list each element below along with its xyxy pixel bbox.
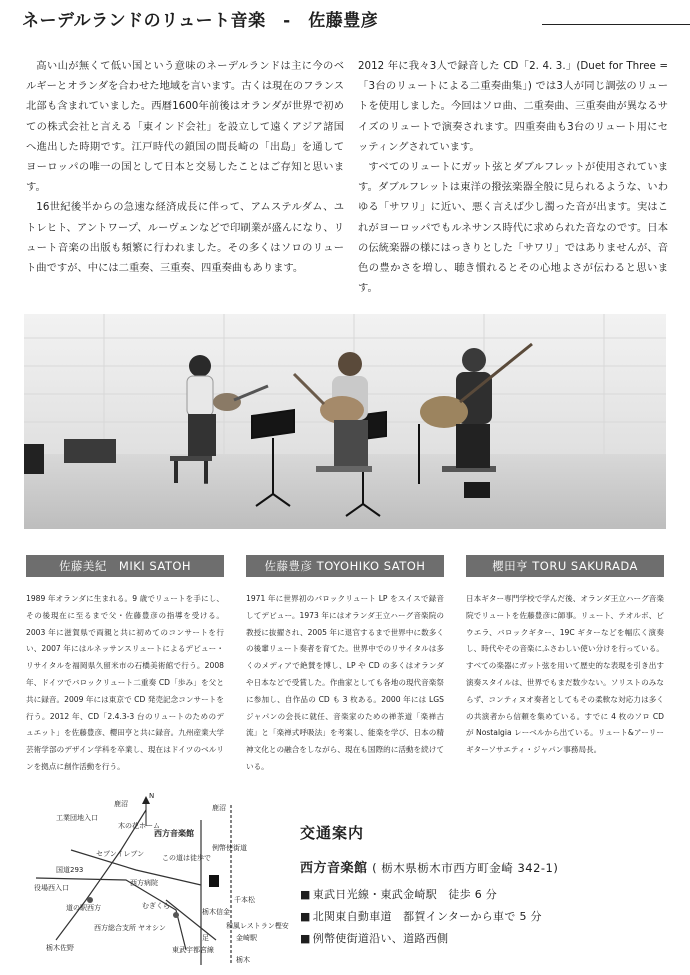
- bio-name-tag: 櫻田亨 TORU SAKURADA: [466, 555, 664, 577]
- map-label: 金崎駅: [236, 934, 257, 942]
- bio-toru: [466, 555, 664, 759]
- north-arrow-icon: [142, 792, 154, 826]
- bio-text: 日本ギター専門学校で学んだ後、オランダ王立ハーグ音楽院でリュートを佐藤豊彦に師事。リュート、テオルボ、ビウエラ、バロックギター、19C ギターなどを幅広く演奏し、時代やその音楽にふさわしい使い分けを行っている。すべての楽器にガット弦を用いて歴史的な表現を引き出す演奏スタイルは、世界でもまだ数少ない。ソリストのみならず、コンティヌオ奏者としてもその柔軟な対応力は多くの共演者から信頼を集めている。すでに 4 枚のソロ CD が Nostalgia レーベルから出ている。リュート&アーリーギターソサエティ・ジャパン事務局長。: [466, 594, 664, 755]
- page-title: ネーデルランドのリュート音楽 - 佐藤豊彦: [22, 11, 379, 31]
- map-label: 西方病院: [130, 879, 158, 887]
- access-list: [300, 884, 680, 950]
- map-label: 和風レストラン樫安: [226, 922, 289, 930]
- map-label: 鹿沼: [114, 800, 128, 808]
- access-map: [26, 790, 289, 970]
- three-lutenists-photo-icon: [24, 314, 666, 529]
- venue-address: ( 栃木県栃木市西方町金崎 342-1): [372, 861, 559, 875]
- map-label: 足: [202, 934, 209, 942]
- bio-text: 1971 年に世界初のバロックリュート LP をスイスで録音してデビュー。1973 年にはオランダ王立ハーグ音楽院の教授に抜擢され、2005 年に退官するまで世界中に数多くの後輩リュート奏者を育てた。世界中でのリサイタルは多くのメディアで絶賛を博し、LP や CD の多くはオランダや日本などで受賞した。作曲家としても各地の現代音楽祭に参加し、自作品の CD も 3 枚ある。2000 年には LGS ジャパンの会長に就任、音楽家のための禅茶道「楽禅古流」と「楽禅式呼吸法」を考案し、能楽を学び、日本の精神文化との融合をしながら、現在も国際的に活動を続けている。: [246, 594, 444, 771]
- header-rule: [542, 24, 690, 25]
- map-label: むぎくら: [142, 902, 170, 910]
- access-info: [300, 822, 680, 950]
- map-label: 栃木佐野: [46, 944, 74, 952]
- svg-text:N: N: [149, 792, 155, 800]
- performance-photo: [24, 314, 666, 529]
- intro-left-column: [26, 56, 344, 278]
- intro-paragraph-3: 2012 年に我々3人で録音した CD「2. 4. 3.」(Duet for Three =「3台のリュートによる二重奏曲集」) では3人が同じ調弦のリュートを使用しました。今回はソロ曲、二重奏曲、三重奏曲が異なるサイズのリュートで演奏されます。四重奏曲も3台のリュート用にセッティングされています。: [358, 60, 668, 153]
- intro-paragraph-4: すべてのリュートにガット弦とダブルフレットが使用されています。ダブルフレットは東洋の撥弦楽器全般に見られるような、いわゆる「サワリ」に近い、悪く言えば少し濁った音が出ます。実はこれがヨーロッパでもルネサンス時代に求められた音なのです。日本の伝統楽器の様にはっきりとした「サワリ」ではありませんが、音色の豊かさを増し、聴き慣れるとその心地よさが伝わると思います。: [358, 161, 668, 295]
- hall-marker: [209, 875, 219, 887]
- intro-paragraph-1: 高い山が無くて低い国という意味のネーデルランドは主に今のベルギーとオランダを合わせた地域を言います。古くは現在のフランス北部も含まれていました。西暦1600年前後はオランダが世界で初めての株式会社と言える「東インド会社」を設立して遠くアジア諸国へ進出した時期です。江戸時代の鎖国の間長崎の「出島」を通してヨーロッパの唯一の国として日本と交易したことはご存知と思います。: [26, 60, 344, 194]
- bio-name-tag: 佐藤美紀 MIKI SATOH: [26, 555, 224, 577]
- map-label: 例幣使街道: [212, 844, 247, 852]
- map-label: 西方総合支所: [94, 924, 136, 932]
- map-label: 栃木: [236, 956, 250, 964]
- map-label: この道は徒歩で: [162, 854, 211, 862]
- bio-toyohiko: [246, 555, 444, 776]
- access-item: ■ 東武日光線・東武金崎駅 徒歩 6 分: [300, 884, 680, 906]
- map-label: 千本松: [234, 896, 255, 904]
- access-item: ■ 例幣使街道沿い、道路西側: [300, 928, 680, 950]
- bio-name-tag: 佐藤豊彦 TOYOHIKO SATOH: [246, 555, 444, 577]
- map-label: ヤオシン: [138, 924, 166, 932]
- map-label: 東武宇都宮線: [172, 946, 214, 954]
- venue-line: [300, 857, 680, 876]
- map-label: 栃木信金: [202, 908, 230, 916]
- access-title: 交通案内: [300, 824, 365, 842]
- page-header: [22, 6, 672, 40]
- map-label: 西方音楽館: [154, 829, 194, 838]
- intro-right-column: [358, 56, 668, 298]
- bio-miki: [26, 555, 224, 776]
- map-label: 国道293: [56, 866, 84, 874]
- bio-text: 1989 年オランダに生まれる。9 歳でリュートを手にし、その後現在に至るまで父・佐藤豊彦の指導を受ける。2003 年に滋賀県で両親と共に初めてのコンサートを行い、2007 年にはルネッサンスリュートによるデビュー・リサイタルを福岡県久留米市の石橋美術館で行う。2008 年、ドイツでバロックリュート二重奏 CD「歩み」を父と共に録音。2009 年には東京で CD 発売記念コンサートを行う。2012 年、CD「2.4.3-3 台のリュートのためのデュエット」を佐藤豊彦、櫻田亨と共に録音。九州産業大学芸術学部のデザイン学科を卒業し、現在はドイツのベルリンを拠点に創作活動を行う。: [26, 594, 224, 771]
- map-label: 役場西入口: [34, 884, 69, 892]
- map-label: セブンイレブン: [96, 850, 145, 858]
- access-item: ■ 北関東自動車道 都賀インターから車で 5 分: [300, 906, 680, 928]
- map-label: 道の駅西方: [66, 904, 101, 912]
- map-label: 工業団地入口: [56, 814, 98, 822]
- map-label: 鹿沼: [212, 804, 226, 812]
- intro-paragraph-2: 16世紀後半からの急速な経済成長に伴って、アムステルダム、ユトレヒト、アントワープ、ルーヴェンなどで印刷業が盛んになり、リュート音楽の出版も頻繁に行われました。その多くはソロのリュート曲ですが、中には二重奏、三重奏、四重奏曲もあります。: [26, 201, 344, 275]
- map-label: 木の花ホーム: [118, 822, 160, 830]
- venue-name: 西方音楽館: [300, 861, 368, 876]
